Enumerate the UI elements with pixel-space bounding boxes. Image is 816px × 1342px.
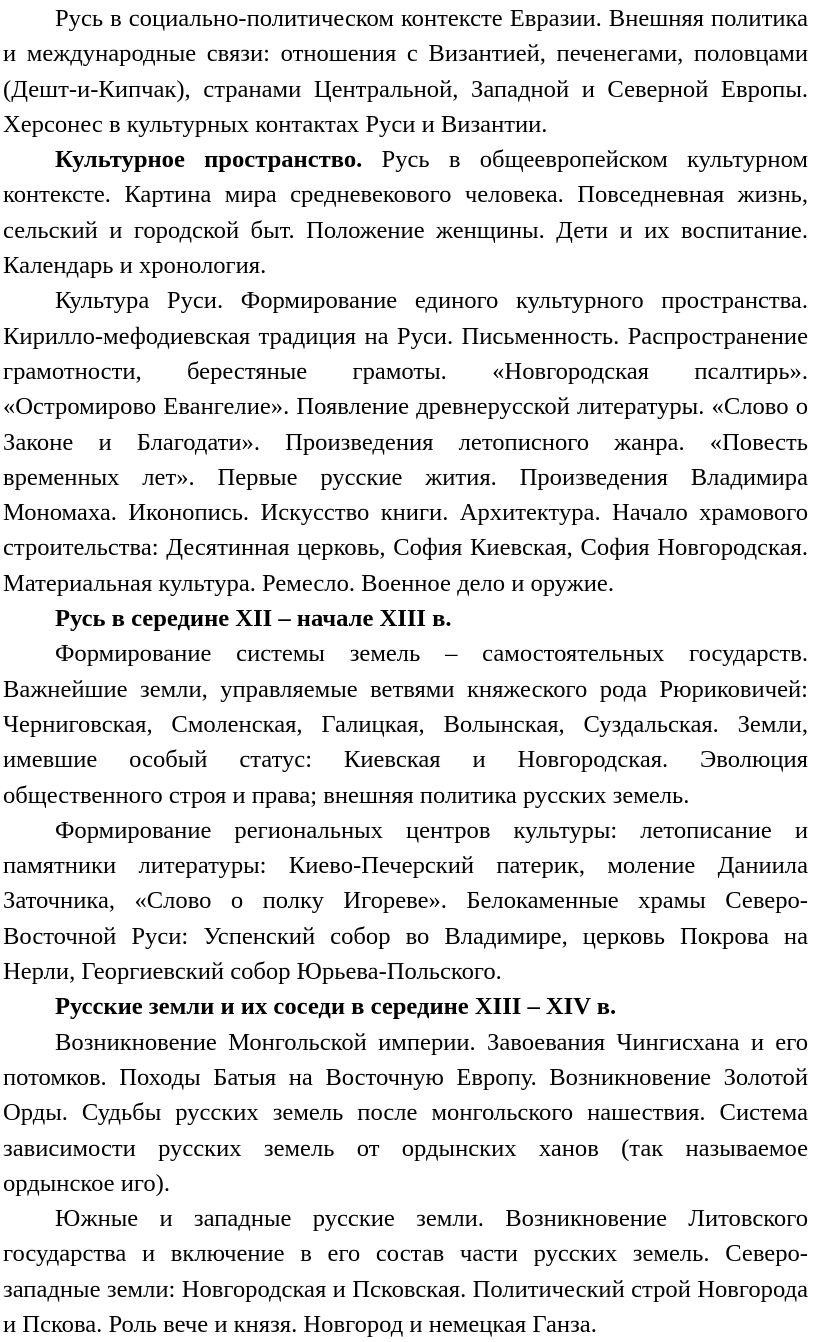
paragraph-southern-western-lands [3,1201,808,1342]
section-heading-mid-xiii [3,989,808,1024]
section-heading-cultural-space: Культурное пространство. [55,146,363,174]
paragraph-text: Русь в социально-политическом контексте Евразии. Внешняя политика и международные связи: отношения с Византией, печенегами, половцами (Дешт-и-Кипчак), странами Центральной, Западной и Северной Европы. Херсонес в культурных контактах Руси и Византии. [3,5,808,138]
paragraph-text: Культура Руси. Формирование единого культурного пространства. Кирилло-мефодиевская традиция на Руси. Письменность. Распространение грамотности, берестяные грамоты. «Новгородская псалтирь». «Остромирово Евангелие». Появление древнерусской литературы. «Слово о Законе и Благодати». Произведения летописного жанра. «Повесть временных лет». Первые русские жития. Произведения Владимира Мономаха. Иконопись. Искусство книги. Архитектура. Начало храмового строительства: Десятинная церковь, София Киевская, София Новгородская. Материальная культура. Ремесло. Военное дело и оружие. [3,287,808,597]
paragraph-text: Возникновение Монгольской империи. Завоевания Чингисхана и его потомков. Походы Батыя на Восточную Европу. Возникновение Золотой Орды. Судьбы русских земель после монгольского нашествия. Система зависимости русских земель от ордынских ханов (так называемое ордынское иго). [3,1028,808,1197]
section-heading-mid-xii [3,601,808,636]
section-heading-text: Русь в середине XII – начале XIII в. [55,605,452,633]
paragraph-mongol-empire [3,1025,808,1201]
paragraph-culture-of-rus [3,283,808,601]
paragraph-eurasia-context [3,1,808,142]
paragraph-text: Русь в общеевропейском культурном контексте. Картина мира средневекового человека. Повседневная жизнь, сельский и городской быт. Положение женщины. Дети и их воспитание. Календарь и хронология. [3,146,808,280]
paragraph-regional-culture [3,813,808,989]
paragraph-text: Южные и западные русские земли. Возникновение Литовского государства и включение в его состав части русских земель. Северо-западные земли: Новгородская и Псковская. Политический строй Новгорода и Пскова. Роль вече и князя. Новгород и немецкая Ганза. [3,1205,808,1338]
section-heading-text: Русские земли и их соседи в середине XIII – XIV в. [55,993,617,1021]
paragraph-cultural-space [3,142,808,283]
paragraph-text: Формирование системы земель – самостоятельных государств. Важнейшие земли, управляемые ветвями княжеского рода Рюриковичей: Черниговская, Смоленская, Галицкая, Волынская, Суздальская. Земли, имевшие особый статус: Киевская и Новгородская. Эволюция общественного строя и права; внешняя политика русских земель. [3,640,808,809]
paragraph-system-of-lands [3,636,808,812]
paragraph-text: Формирование региональных центров культуры: летописание и памятники литературы: Киево-Печерский патерик, моление Даниила Заточника, «Слово о полку Игореве». Белокаменные храмы Северо-Восточной Руси: Успенский собор во Владимире, церковь Покрова на Нерли, Георгиевский собор Юрьева-Польского. [3,816,808,986]
